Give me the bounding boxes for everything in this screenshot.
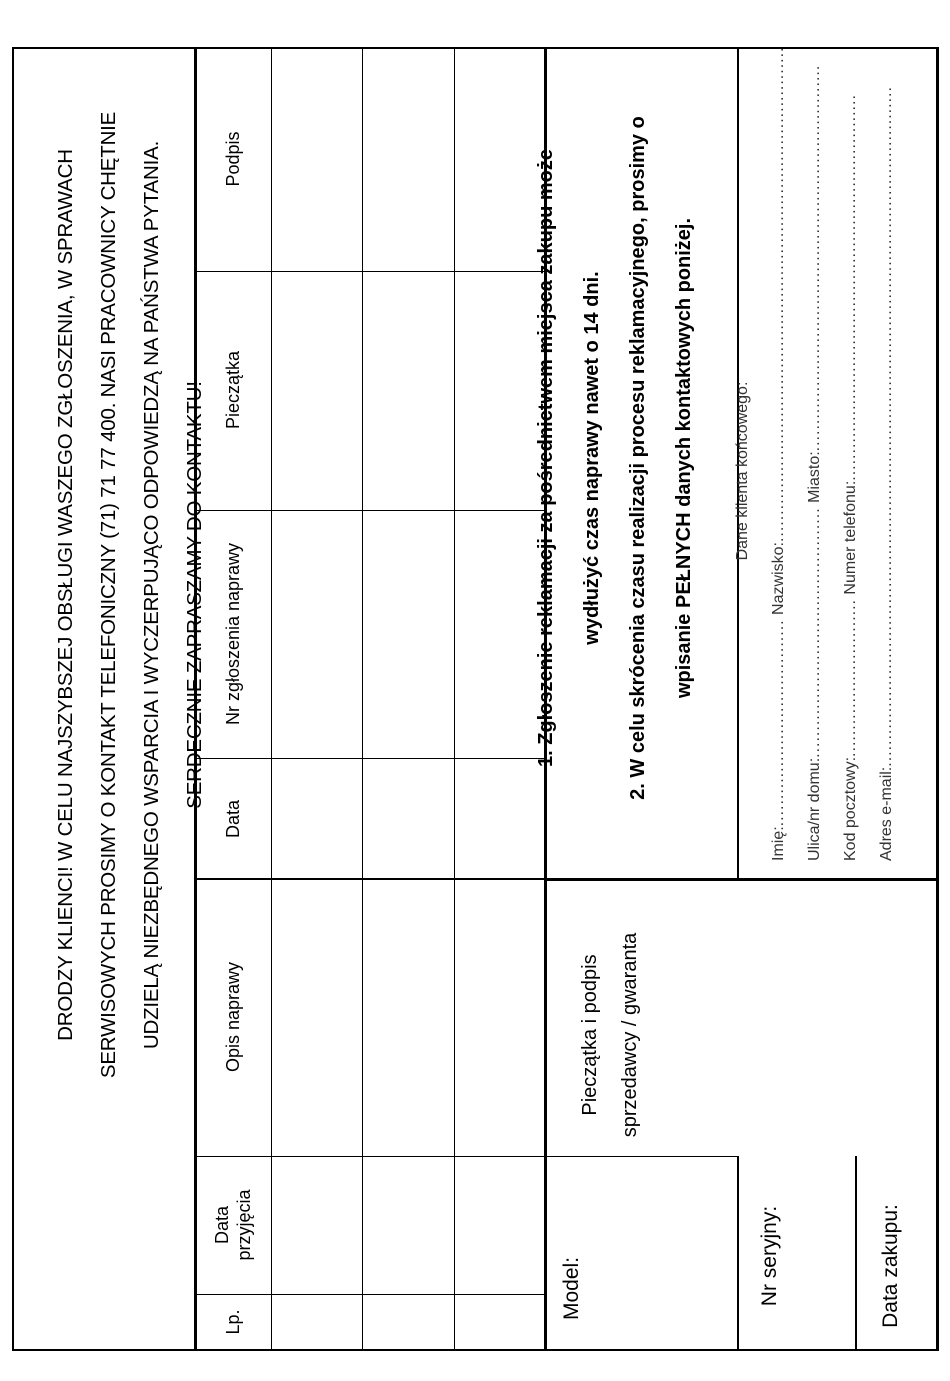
table-col-line [194, 271, 544, 272]
instruction-line-4: wpisanie PEŁNYCH danych kontaktowych poniżej. [673, 217, 695, 699]
instruction-line-1: 1. Zgłoszenie reklamacji za pośrednictwem miejsca zakupu może [535, 149, 557, 768]
header-pieczatka: Pieczątka [223, 350, 243, 430]
customer-data-title: Dane klienta końcowego: [734, 381, 751, 561]
notice-line-4: SERDECZNIE ZAPRASZAMY DO KONTAKTU! [183, 381, 206, 809]
notice-line-3: UDZIELĄ NIEZBĘDNEGO WSPARCIA I WYCZERPUJĄCO ODPOWIEDZĄ NA PAŃSTWA PYTANIA. [140, 140, 163, 1050]
serial-bottom-line [855, 1156, 857, 1351]
instruction-line-3: 2. W celu skrócenia czasu realizacji procesu reklamacyjnego, prosimy o [627, 116, 649, 800]
purchase-date-label: Data zakupu: [879, 1204, 902, 1328]
table-col-line [194, 878, 544, 880]
notice-line-1: DRODZY KLIENCI! W CELU NAJSZYBSZEJ OBSŁUGI WASZEGO ZGŁOSZENIA, W SPRAWACH [54, 149, 77, 1041]
frame-left [12, 47, 14, 1351]
instruction-line-2: wydłużyć czas naprawy nawet o 14 dni. [581, 271, 603, 645]
model-label: Model: [560, 1256, 583, 1320]
frame-right [936, 47, 939, 1351]
header-data-przyjecia: Data przyjęcia [212, 1189, 254, 1261]
model-bottom-line [737, 1156, 739, 1351]
customer-row-contact: Kod pocztowy:............................. Numer telefonu:....................................................................... [842, 94, 859, 861]
section-divider [544, 878, 938, 881]
model-stamp-divider [544, 1156, 739, 1157]
seller-stamp-label: Pieczątka i podpis sprzedawcy / gwaranta [579, 932, 641, 1138]
instructions-block [525, 68, 705, 848]
header-lp: Lp. [223, 1309, 243, 1335]
header-opis-naprawy: Opis naprawy [223, 961, 243, 1073]
notice-line-2: SERWISOWYCH PROSIMY O KONTAKT TELEFONICZNY (71) 71 77 400. NASI PRACOWNICY CHĘTNIE [97, 111, 120, 1079]
customer-data-block [719, 46, 911, 861]
customer-row-address: Ulica/nr domu:.............................................. Miasto:....................................................................... [806, 64, 823, 861]
header-nr-zgloszenia: Nr zgłoszenia naprawy [223, 542, 243, 726]
header-podpis: Podpis [223, 131, 243, 187]
serial-label: Nr seryjny: [758, 1205, 781, 1307]
frame-bottom [12, 1349, 938, 1351]
notice-banner [40, 0, 220, 1205]
customer-row-name: Imię:...................................... Nazwisko:........................................................................................... [770, 46, 787, 861]
table-col-line [194, 1156, 544, 1157]
customer-row-email: Adres e-mail:............................................................................................................................. [878, 86, 895, 861]
header-data: Data [223, 799, 243, 839]
